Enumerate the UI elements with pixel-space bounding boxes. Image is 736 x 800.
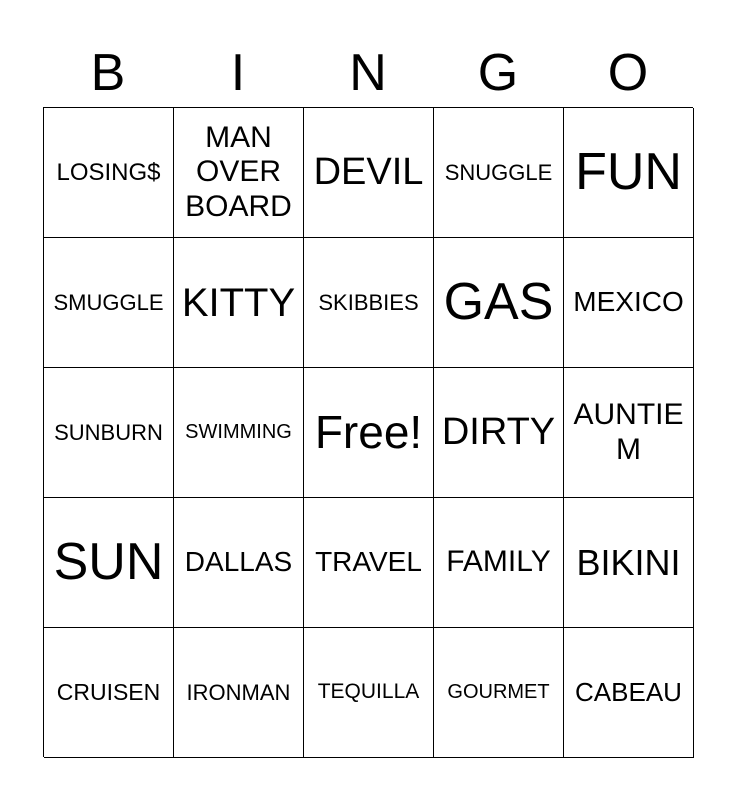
bingo-cell[interactable] <box>174 368 304 498</box>
bingo-cell[interactable] <box>564 108 694 238</box>
cell-label: BIKINI <box>576 541 681 583</box>
bingo-cell[interactable] <box>174 238 304 368</box>
header-letter-g: G <box>477 44 519 102</box>
bingo-cell[interactable] <box>304 108 434 238</box>
bingo-cell[interactable] <box>434 628 564 758</box>
bingo-cell[interactable] <box>44 238 174 368</box>
cell-label: AUNTIE M <box>573 398 684 466</box>
bingo-grid <box>43 107 693 757</box>
bingo-cell[interactable] <box>564 628 694 758</box>
cell-label: SUNBURN <box>54 419 163 445</box>
bingo-cell[interactable] <box>434 368 564 498</box>
bingo-cell[interactable] <box>44 628 174 758</box>
bingo-header <box>43 40 693 106</box>
bingo-cell[interactable] <box>44 108 174 238</box>
header-letter-o: O <box>607 44 649 102</box>
cell-label: TEQUILLA <box>317 680 420 704</box>
bingo-cell[interactable] <box>174 628 304 758</box>
bingo-cell[interactable] <box>564 238 694 368</box>
cell-label: CABEAU <box>575 676 682 707</box>
cell-label: MEXICO <box>573 286 684 318</box>
cell-label: LOSING$ <box>56 158 161 186</box>
bingo-cell[interactable] <box>564 498 694 628</box>
bingo-cell[interactable] <box>174 498 304 628</box>
cell-label: DIRTY <box>441 410 556 453</box>
cell-label: FUN <box>575 142 682 201</box>
cell-label: GAS <box>443 272 554 331</box>
cell-label: DEVIL <box>313 150 424 193</box>
cell-label: SNUGGLE <box>444 159 553 185</box>
cell-label: Free! <box>314 406 423 459</box>
bingo-cell[interactable] <box>304 498 434 628</box>
cell-label: SMUGGLE <box>53 289 164 315</box>
header-letter-n: N <box>349 44 387 102</box>
cell-label: SKIBBIES <box>318 289 419 315</box>
cell-label: TRAVEL <box>315 546 422 578</box>
bingo-cell[interactable] <box>564 368 694 498</box>
bingo-cell[interactable] <box>44 368 174 498</box>
bingo-cell[interactable] <box>304 238 434 368</box>
cell-label: SUN <box>53 532 164 591</box>
header-letter-b: B <box>90 44 126 102</box>
header-letter-i: I <box>230 44 246 102</box>
cell-label: KITTY <box>181 280 296 325</box>
cell-label: FAMILY <box>446 545 551 579</box>
cell-label: DALLAS <box>184 546 293 578</box>
bingo-cell[interactable] <box>44 498 174 628</box>
cell-label: CRUISEN <box>56 679 161 706</box>
bingo-cell[interactable] <box>434 108 564 238</box>
bingo-cell[interactable] <box>304 628 434 758</box>
cell-label: SWIMMING <box>185 421 292 443</box>
bingo-cell[interactable] <box>174 108 304 238</box>
cell-label: MAN OVER BOARD <box>185 120 292 223</box>
bingo-cell[interactable] <box>434 498 564 628</box>
cell-label: GOURMET <box>447 681 550 703</box>
cell-label: IRONMAN <box>186 679 291 705</box>
bingo-cell[interactable] <box>434 238 564 368</box>
bingo-cell[interactable] <box>304 368 434 498</box>
